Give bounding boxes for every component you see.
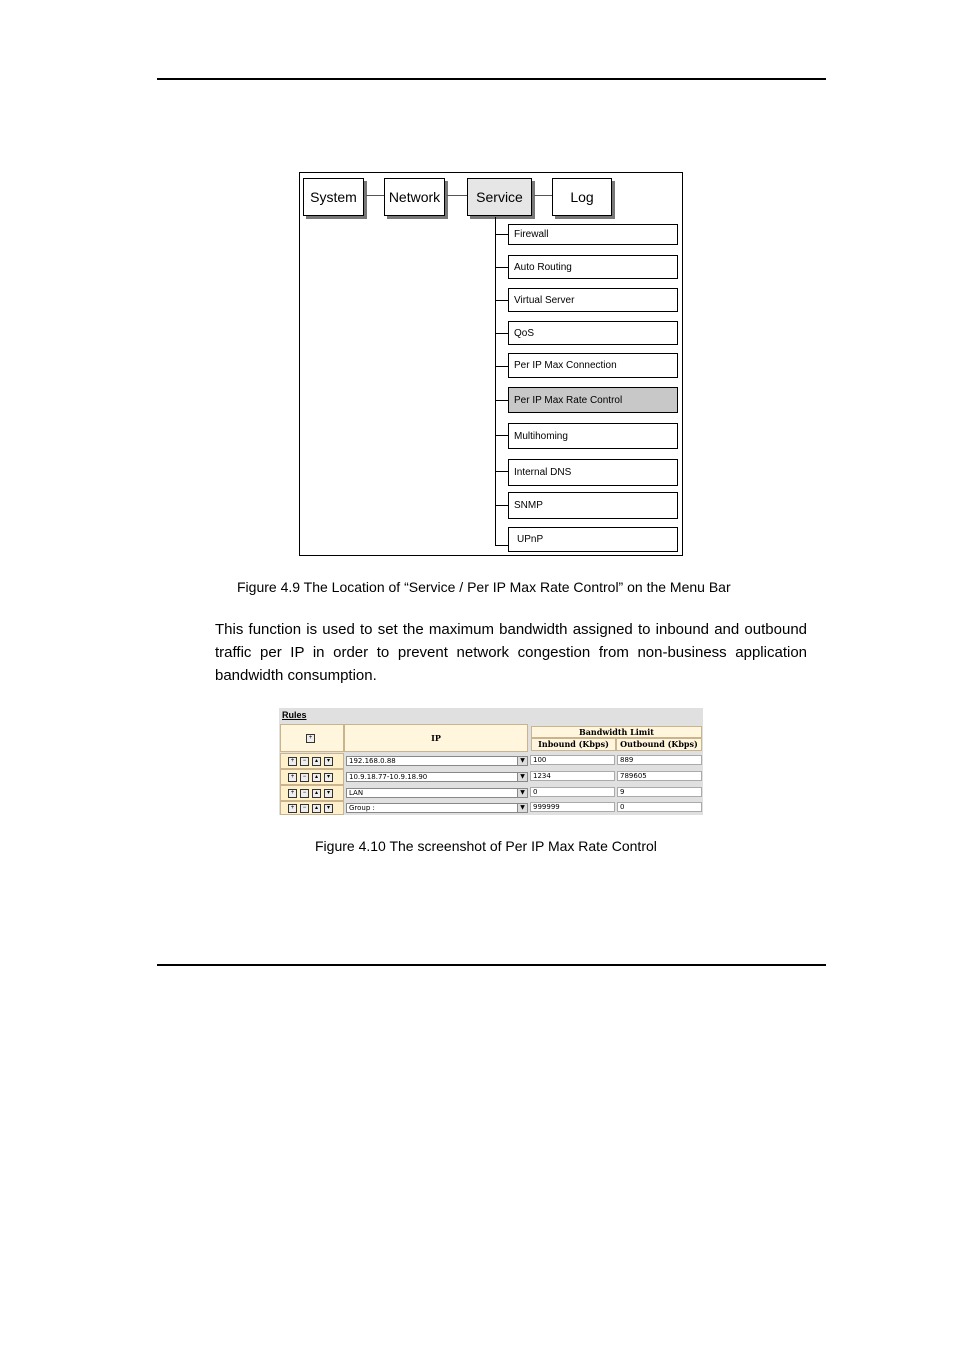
figure-4-9-caption: Figure 4.9 The Location of “Service / Per IP Max Rate Control” on the Menu Bar [237,579,731,595]
ip-value: 10.9.18.77-10.9.18.90 [349,773,428,781]
outbound-input[interactable]: 0 [617,802,702,812]
submenu-virtual-server[interactable]: Virtual Server [508,288,678,312]
inbound-input[interactable]: 0 [530,787,615,797]
ip-select[interactable] [346,756,528,766]
rules-title[interactable]: Rules [282,710,307,720]
tick [495,333,508,334]
inbound-input[interactable]: 1234 [530,771,615,781]
ip-value: 192.168.0.88 [349,757,396,765]
ip-select[interactable] [346,803,528,813]
chevron-down-icon: ▼ [517,789,527,797]
tick [495,505,508,506]
submenu-firewall[interactable]: Firewall [508,224,678,245]
ip-value: LAN [349,789,364,797]
row-actions [280,753,344,769]
tick [495,234,508,235]
inbound-input[interactable]: 999999 [530,802,615,812]
move-up-icon[interactable]: ▴ [312,757,321,766]
submenu-upnp[interactable]: UPnP [508,527,678,552]
submenu-snmp[interactable]: SNMP [508,492,678,519]
move-down-icon[interactable]: ▾ [324,773,333,782]
remove-icon[interactable]: − [300,773,309,782]
row-actions [280,769,344,785]
figure-4-10-caption: Figure 4.10 The screenshot of Per IP Max Rate Control [315,838,657,854]
move-down-icon[interactable]: ▾ [324,804,333,813]
inbound-input[interactable]: 100 [530,755,615,765]
menu-service[interactable]: Service [467,178,532,216]
row-actions [280,785,344,801]
chevron-down-icon: ▼ [517,804,527,812]
remove-icon[interactable]: − [300,789,309,798]
move-down-icon[interactable]: ▾ [324,757,333,766]
move-up-icon[interactable]: ▴ [312,789,321,798]
connector [534,195,552,196]
submenu-internal-dns[interactable]: Internal DNS [508,459,678,486]
row-actions [280,801,344,815]
top-rule [157,78,826,80]
submenu-multihoming[interactable]: Multihoming [508,423,678,449]
tick [495,435,508,436]
remove-icon[interactable]: − [300,757,309,766]
tick [495,471,508,472]
menu-system[interactable]: System [303,178,364,216]
move-down-icon[interactable]: ▾ [324,789,333,798]
bottom-rule [157,964,826,966]
remove-icon[interactable]: − [300,804,309,813]
ip-select[interactable] [346,788,528,798]
move-up-icon[interactable]: ▴ [312,804,321,813]
add-icon[interactable]: + [288,804,297,813]
submenu-per-ip-max-connection[interactable]: Per IP Max Connection [508,353,678,378]
submenu-per-ip-max-rate-control[interactable]: Per IP Max Rate Control [508,387,678,413]
tick [495,300,508,301]
add-rule-icon[interactable]: + [306,734,315,743]
tick [495,400,508,401]
header-ip: IP [344,724,528,752]
header-actions [280,724,344,752]
submenu-auto-routing[interactable]: Auto Routing [508,255,678,279]
tick [495,366,508,367]
header-outbound: Outbound (Kbps) [616,738,702,751]
rules-panel [279,708,703,815]
outbound-input[interactable]: 9 [617,787,702,797]
outbound-input[interactable]: 789605 [617,771,702,781]
body-paragraph: This function is used to set the maximum bandwidth assigned to inbound and outbound traffic per IP in order to prevent network congestion from non-business application bandwidth consumption. [215,621,807,684]
chevron-down-icon: ▼ [517,757,527,765]
menu-log[interactable]: Log [552,178,612,216]
add-icon[interactable]: + [288,757,297,766]
menu-diagram [299,172,683,556]
outbound-input[interactable]: 889 [617,755,702,765]
header-bandwidth-limit: Bandwidth Limit [531,726,702,738]
add-icon[interactable]: + [288,773,297,782]
add-icon[interactable]: + [288,789,297,798]
move-up-icon[interactable]: ▴ [312,773,321,782]
tick [495,545,508,546]
ip-select[interactable] [346,772,528,782]
header-inbound: Inbound (Kbps) [531,738,616,751]
chevron-down-icon: ▼ [517,773,527,781]
menu-network[interactable]: Network [384,178,445,216]
submenu-qos[interactable]: QoS [508,321,678,345]
tick [495,267,508,268]
connector [366,195,384,196]
ip-value: Group : [349,804,375,812]
connector [447,195,467,196]
